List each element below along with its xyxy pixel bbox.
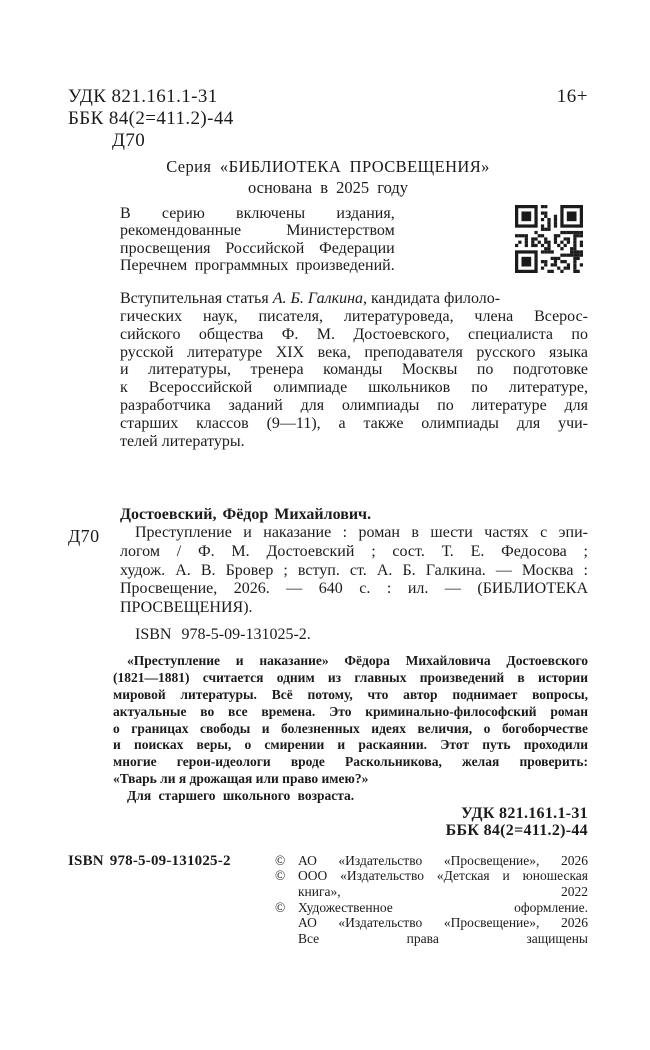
- text-line: АО «Издательство «Просвещение», 2026: [298, 915, 588, 931]
- text-line: о границах свободы и болезненных идеях величия, о богоборчестве: [113, 720, 588, 736]
- intro-line-post: , кандидата филоло-: [363, 290, 501, 308]
- text-line: телей литературы.: [120, 432, 245, 450]
- text-line: книга», 2022: [298, 883, 588, 899]
- text-line: ПРОСВЕЩЕНИЯ).: [120, 598, 253, 616]
- copyright-symbol: ©: [275, 899, 286, 915]
- annotation-text: [113, 653, 588, 787]
- copyright-list: [275, 853, 588, 947]
- biblio-description: [68, 524, 588, 617]
- author-sign-code: Д70: [112, 130, 146, 151]
- series-block: [68, 156, 588, 198]
- text-line: логом / Ф. М. Достоевский ; сост. Т. Е. Федосова ;: [120, 542, 588, 560]
- top-codes-row: [68, 86, 588, 152]
- series-note: [120, 205, 395, 274]
- text-line: старших классов (9—11), а также олимпиады для учи-: [120, 414, 588, 432]
- text-line: русской литературе XIX века, преподавателя русского языка: [120, 343, 588, 361]
- age-rating-badge: 16+: [556, 86, 588, 107]
- series-note-row: [68, 205, 588, 274]
- copyright-symbol: ©: [275, 852, 286, 868]
- text-line: просвещения Российской Федерации: [120, 239, 395, 257]
- text-line: худож. А. В. Бровер ; вступ. ст. А. Б. Галкина. — Москва :: [120, 561, 588, 579]
- text-line: и поисках веры, о смирении и раскаянии. Этот путь проходили: [113, 737, 588, 753]
- intro-line-pre: Вступительная статья: [120, 290, 273, 308]
- text-line: «Тварь ли я дрожащая или право имею?»: [113, 770, 369, 786]
- biblio-isbn: ISBN 978-5-09-131025-2.: [135, 626, 311, 644]
- bibliographic-entry: [68, 505, 588, 643]
- copyright-item: [275, 900, 588, 947]
- text-line: разработчика заданий для олимпиады по литературе для: [120, 396, 588, 414]
- audience-note: Для старшего школьного возраста.: [127, 787, 355, 803]
- text-line: сийского общества Ф. М. Достоевского, специалиста по: [120, 325, 588, 343]
- intro-line-first: [120, 290, 588, 308]
- text-line: В серию включены издания,: [120, 205, 395, 222]
- intro-author-name: А. Б. Галкина: [272, 290, 364, 308]
- copyright-text: [298, 868, 588, 899]
- text-line: гических наук, писателя, литературоведа, члена Всерос-: [120, 307, 588, 325]
- intro-lines: [120, 308, 588, 450]
- bottom-udk-code: УДК 821.161.1-31: [461, 804, 588, 822]
- text-line: к Всероссийской олимпиаде школьников по литературе,: [120, 379, 588, 397]
- qr-code-icon: [515, 205, 583, 273]
- text-line: рекомендованные Министерством: [120, 222, 395, 240]
- udk-code: УДК 821.161.1-31: [68, 86, 218, 107]
- footer-row: [68, 853, 588, 947]
- bottom-bbk-code: ББК 84(2=411.2)-44: [445, 822, 588, 839]
- biblio-code: Д70: [68, 526, 100, 547]
- text-line: Просвещение, 2026. — 640 с. : ил. — (БИБЛИОТЕКА: [120, 580, 588, 598]
- text-line: и литературы, тренера команды Москвы по подготовке: [120, 361, 588, 379]
- copyright-text: [298, 900, 588, 947]
- bbk-code: ББК 84(2=411.2)-44: [68, 108, 234, 129]
- text-line: мировой литературы. Всё потому, что автор поднимает вопросы,: [113, 686, 588, 702]
- text-line: АО «Издательство «Просвещение», 2026: [298, 852, 588, 868]
- copyright-item: [275, 853, 588, 869]
- copyright-item: [275, 868, 588, 899]
- copyright-text: [298, 853, 588, 869]
- series-founded: основана в 2025 году: [247, 178, 409, 197]
- footer-isbn: ISBN 978-5-09-131025-2: [68, 852, 231, 869]
- text-line: ООО «Издательство «Детская и юношеская: [298, 868, 588, 884]
- text-line: Все права защищены: [298, 931, 588, 947]
- text-line: Преступление и наказание : роман в шести частях с эпи-: [135, 524, 588, 542]
- text-line: многие герои-идеологи вроде Раскольникова, желая проверить:: [113, 754, 588, 770]
- intro-paragraph: [68, 290, 588, 450]
- classification-codes: [68, 86, 234, 152]
- bottom-codes: [113, 805, 588, 840]
- text-line: (1821—1881) считается одним из главных произведений в истории: [113, 670, 588, 686]
- text-line: «Преступление и наказание» Фёдора Михайловича Достоевского: [127, 653, 588, 669]
- text-line: Художественное оформление.: [298, 899, 588, 915]
- text-line: актуальные во все времена. Это криминально-философский роман: [113, 703, 588, 719]
- annotation-block: [68, 653, 588, 839]
- series-title: Серия «БИБЛИОТЕКА ПРОСВЕЩЕНИЯ»: [166, 157, 490, 176]
- text-line: Перечнем программных произведений.: [120, 256, 395, 274]
- biblio-author: Достоевский, Фёдор Михайлович.: [120, 506, 372, 524]
- copyright-symbol: ©: [275, 868, 286, 884]
